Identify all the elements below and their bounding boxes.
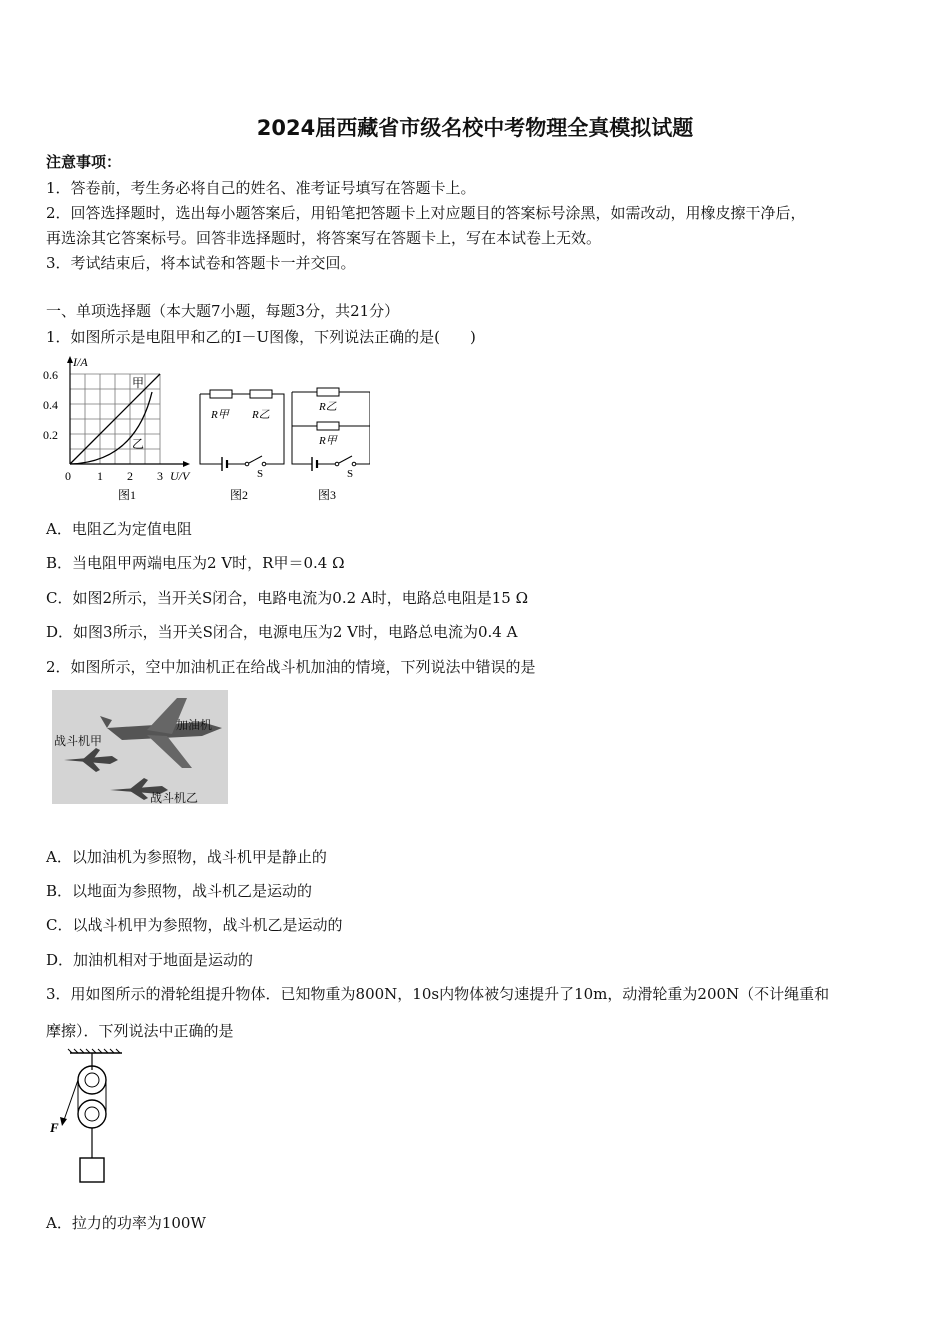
switch-label: S (257, 468, 264, 480)
q3-option-a: A．拉力的功率为100W (46, 1214, 206, 1232)
r-jia-label: R甲 (319, 435, 337, 447)
section-heading: 一、单项选择题（本大题7小题，每题3分，共21分） (46, 302, 400, 320)
refueling-photo (52, 690, 228, 804)
fighter-a-label: 战斗机甲 (54, 734, 103, 748)
xtick-label: 3 (157, 469, 163, 483)
question-1-stem: 1．如图所示是电阻甲和乙的I－U图像，下列说法正确的是( ) (46, 328, 476, 346)
figure-1-caption: 图1 (118, 488, 137, 502)
figure-2-caption: 图2 (230, 488, 249, 502)
figure-3-caption: 图3 (318, 488, 337, 502)
graph-xlabel: U/V (170, 469, 190, 483)
curve-yi-line (70, 392, 152, 464)
tanker-label: 加油机 (176, 718, 213, 732)
circuit-series (200, 390, 284, 471)
notice-item: 3．考试结束后，将本试卷和答题卡一并交回。 (46, 254, 356, 272)
notice-heading: 注意事项： (46, 153, 122, 171)
curve-jia-label: 甲 (132, 376, 145, 390)
q2-option-d: D．加油机相对于地面是运动的 (46, 951, 254, 969)
force-label: F (50, 1120, 59, 1135)
graph-ylabel: I/A (73, 355, 88, 369)
q2-option-c: C．以战斗机甲为参照物，战斗机乙是运动的 (46, 916, 343, 934)
xtick-label: 0 (65, 469, 71, 483)
r-yi-label: R乙 (252, 409, 270, 421)
q2-option-a: A．以加油机为参照物，战斗机甲是静止的 (46, 848, 327, 866)
ytick-label: 0.2 (43, 428, 58, 442)
curve-yi-label: 乙 (132, 437, 145, 451)
q1-option-c: C．如图2所示，当开关S闭合，电路电流为0.2 A时，电路总电阻是15 Ω (46, 589, 529, 607)
iu-graph (43, 355, 191, 502)
r-yi-label: R乙 (319, 401, 337, 413)
xtick-label: 1 (97, 469, 103, 483)
q2-option-b: B．以地面为参照物，战斗机乙是运动的 (46, 882, 313, 900)
fighter-b-label: 战斗机乙 (150, 791, 199, 805)
q1-option-a: A．电阻乙为定值电阻 (46, 520, 192, 538)
ytick-label: 0.4 (43, 398, 58, 412)
page-title: 2024届西藏省市级名校中考物理全真模拟试题 (256, 116, 694, 140)
q1-option-d: D．如图3所示，当开关S闭合，电源电压为2 V时，电路总电流为0.4 A (46, 623, 518, 641)
ytick-label: 0.6 (43, 368, 58, 382)
switch-label: S (347, 468, 354, 480)
question-3-stem: 3．用如图所示的滑轮组提升物体．已知物重为800N，10s内物体被匀速提升了10m，动滑轮重为200N（不计绳重和 (46, 985, 830, 1003)
question-3-stem-cont: 摩擦）．下列说法中正确的是 (46, 1022, 234, 1040)
q1-figures (40, 352, 370, 504)
xtick-label: 2 (127, 469, 133, 483)
q1-option-b: B．当电阻甲两端电压为2 V时，R甲＝0.4 Ω (46, 554, 345, 572)
pulley-system (44, 1048, 134, 1186)
r-jia-label: R甲 (211, 409, 229, 421)
notice-item: 1．答卷前，考生务必将自己的姓名、准考证号填写在答题卡上。 (46, 179, 476, 197)
notice-item: 再选涂其它答案标号。回答非选择题时，将答案写在答题卡上，写在本试卷上无效。 (46, 229, 602, 247)
notice-item: 2．回答选择题时，选出每小题答案后，用铅笔把答题卡上对应题目的答案标号涂黑，如需改动，用橡皮擦干净后， (46, 204, 806, 222)
question-2-stem: 2．如图所示，空中加油机正在给战斗机加油的情境，下列说法中错误的是 (46, 658, 536, 676)
